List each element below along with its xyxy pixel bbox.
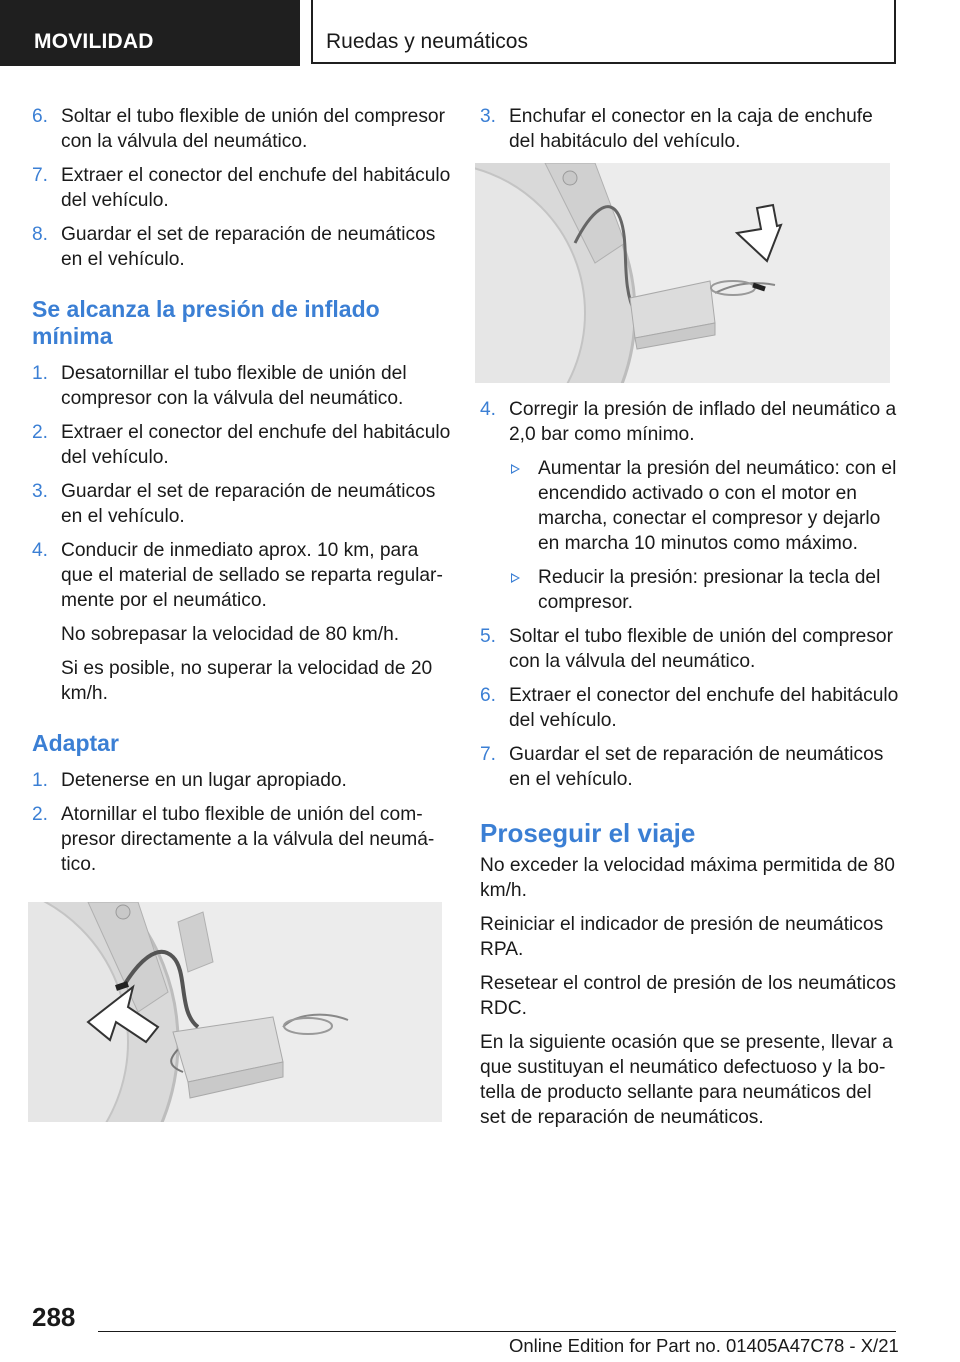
speed-note: No sobrepasar la velocidad de 80 km/h. xyxy=(61,624,400,645)
chapter-tab xyxy=(311,0,896,64)
section-heading-min-pressure: Se alcanza la presión de inflado mínima xyxy=(32,296,380,349)
page-number: 288 xyxy=(32,1302,76,1332)
list-item: 7. Guardar el set de reparación de neumáticos en el vehículo. xyxy=(480,744,884,790)
triangle-bullet-icon xyxy=(511,464,520,474)
paragraph: Resetear el control de presión de los neumáticos RDC. xyxy=(480,973,896,1019)
list-item: 1. Detenerse en un lugar apropiado. xyxy=(32,770,347,791)
list-item: 6. Soltar el tubo flexible de unión del compresor con la válvula del neumático. xyxy=(32,106,445,152)
list-item: 2. Atornillar el tubo flexible de unión del compresor directamente a la válvula del neumático. xyxy=(32,804,435,875)
section-tab xyxy=(0,0,300,66)
chapter-title: Ruedas y neumáticos xyxy=(326,30,528,53)
triangle-bullet-icon xyxy=(511,573,520,583)
right-column xyxy=(480,104,900,1139)
list-item: 8. Guardar el set de reparación de neumáticos en el vehículo. xyxy=(32,224,436,270)
list-item: 5. Soltar el tubo flexible de unión del compresor con la válvula del neumático. xyxy=(480,626,893,672)
list-item: 2. Extraer el conector del enchufe del habitáculo del vehículo. xyxy=(32,422,451,468)
paragraph: En la siguiente ocasión que se presente, llevar a que sustituyan el neumático defectuoso y la botella de producto sellante para neumáticos del set de reparación de neumáticos. xyxy=(480,1032,893,1128)
list-item: 1. Desatornillar el tubo flexible de unión del compresor con la válvula del neumático. xyxy=(32,363,407,409)
list-item: 7. Extraer el conector del enchufe del habitáculo del vehículo. xyxy=(32,165,451,211)
bullet-item: Aumentar la presión del neumático: con el encendido activado o con el motor en marcha, conectar el compresor y dejarlo en marcha 10 minutos como máximo. xyxy=(480,456,900,556)
section-heading-continue: Proseguir el viaje xyxy=(480,818,696,848)
paragraph: Reiniciar el indicador de presión de neumáticos RPA. xyxy=(480,914,884,960)
bullet-item: Reducir la presión: presionar la tecla del compresor. xyxy=(480,565,900,615)
compressor-socket-illustration xyxy=(475,163,890,383)
left-column xyxy=(32,104,452,1122)
list-item: 3. Guardar el set de reparación de neumáticos en el vehículo. xyxy=(32,481,436,527)
section-label: MOVILIDAD xyxy=(34,30,154,53)
list-item: 4. Conducir de inmediato aprox. 10 km, para que el material de sellado se reparta regularmente por el neumático. xyxy=(32,540,443,611)
list-item: 3. Enchufar el conector en la caja de enchufe del habitáculo del vehículo. xyxy=(480,106,873,152)
list-item: 4. Corregir la presión de inflado del neumático a 2,0 bar como mínimo. xyxy=(480,399,897,445)
list-item: 6. Extraer el conector del enchufe del habitáculo del vehículo. xyxy=(480,685,899,731)
footer-text: Online Edition for Part no. 01405A47C78 - X/21 xyxy=(509,1335,899,1356)
compressor-valve-illustration xyxy=(28,902,442,1122)
footer-divider xyxy=(98,1331,896,1332)
section-heading-adapt: Adaptar xyxy=(32,730,119,756)
speed-note: Si es posible, no superar la velocidad de 20 km/h. xyxy=(61,658,433,704)
paragraph: No exceder la velocidad máxima permitida de 80 km/h. xyxy=(480,855,895,901)
